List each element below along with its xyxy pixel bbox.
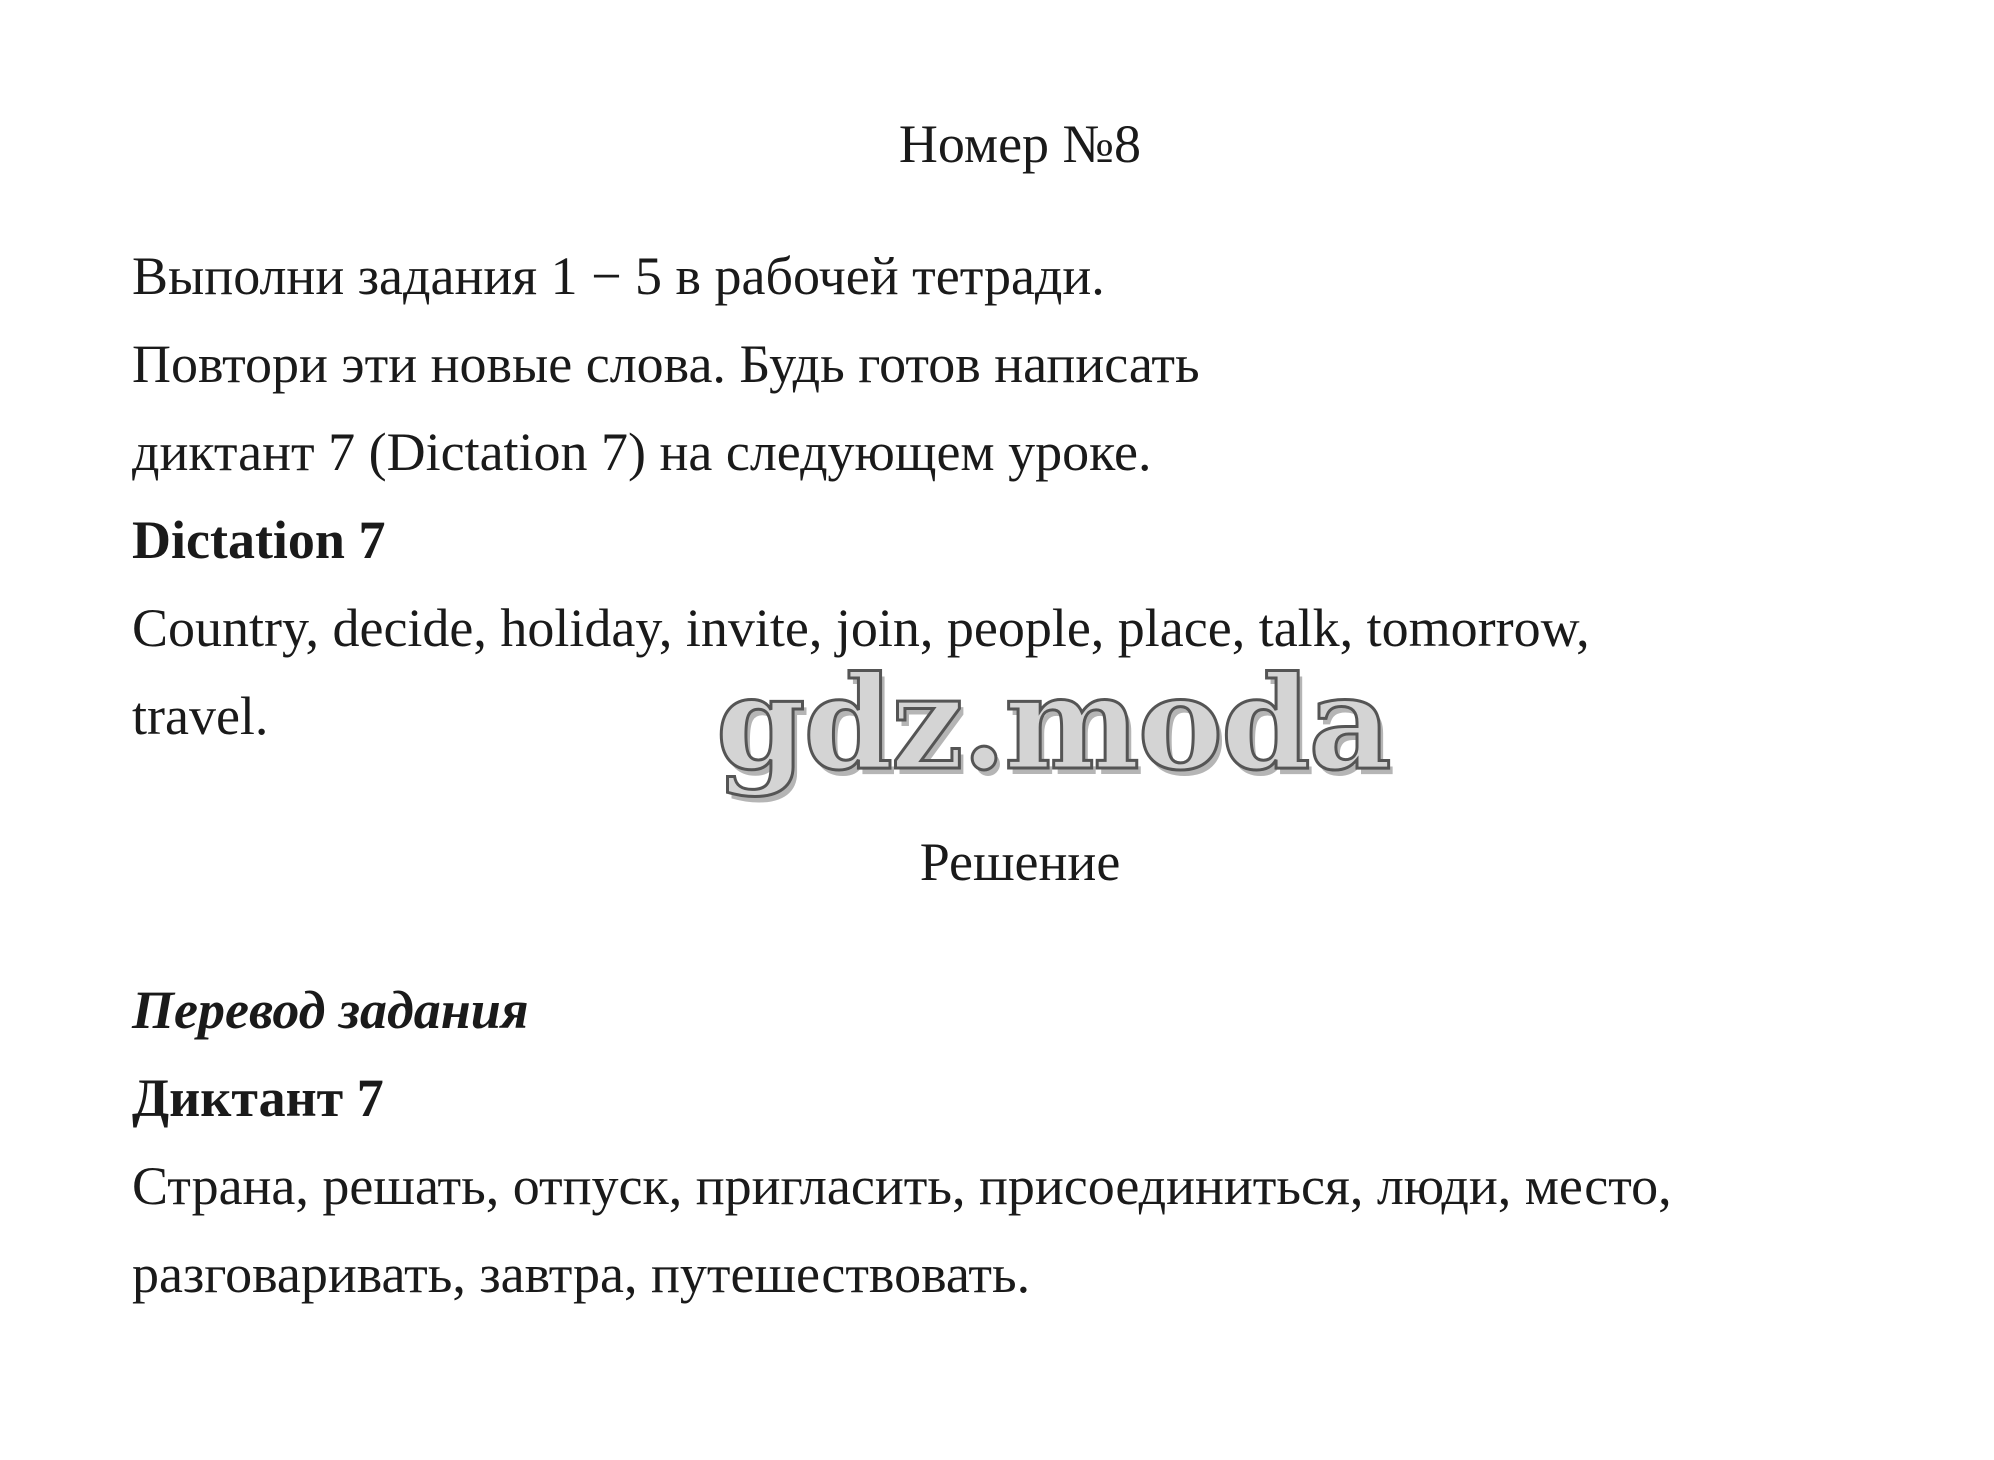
instruction-line-1: Выполни задания 1 − 5 в рабочей тетради.	[132, 246, 1105, 306]
instruction-line-2: Повтори эти новые слова. Будь готов написать	[132, 334, 1200, 394]
instruction-line-3: диктант 7 (Dictation 7) на следующем уроке.	[132, 422, 1152, 482]
translated-dictation-heading: Диктант 7	[132, 1068, 384, 1128]
dictation-words-line-1: Country, decide, holiday, invite, join, people, place, talk, tomorrow,	[132, 598, 1590, 658]
watermark-logo: gdz.moda	[716, 649, 1390, 799]
solution-title: Решение	[919, 832, 1121, 892]
translated-words-line-2: разговаривать, завтра, путешествовать.	[132, 1244, 1031, 1304]
translation-heading: Перевод задания	[132, 980, 529, 1040]
task-title: Номер №8	[898, 114, 1142, 174]
dictation-heading: Dictation 7	[132, 510, 386, 570]
translated-words-line-1: Страна, решать, отпуск, пригласить, присоединиться, люди, место,	[132, 1156, 1672, 1216]
dictation-words-line-2: travel.	[132, 686, 269, 746]
